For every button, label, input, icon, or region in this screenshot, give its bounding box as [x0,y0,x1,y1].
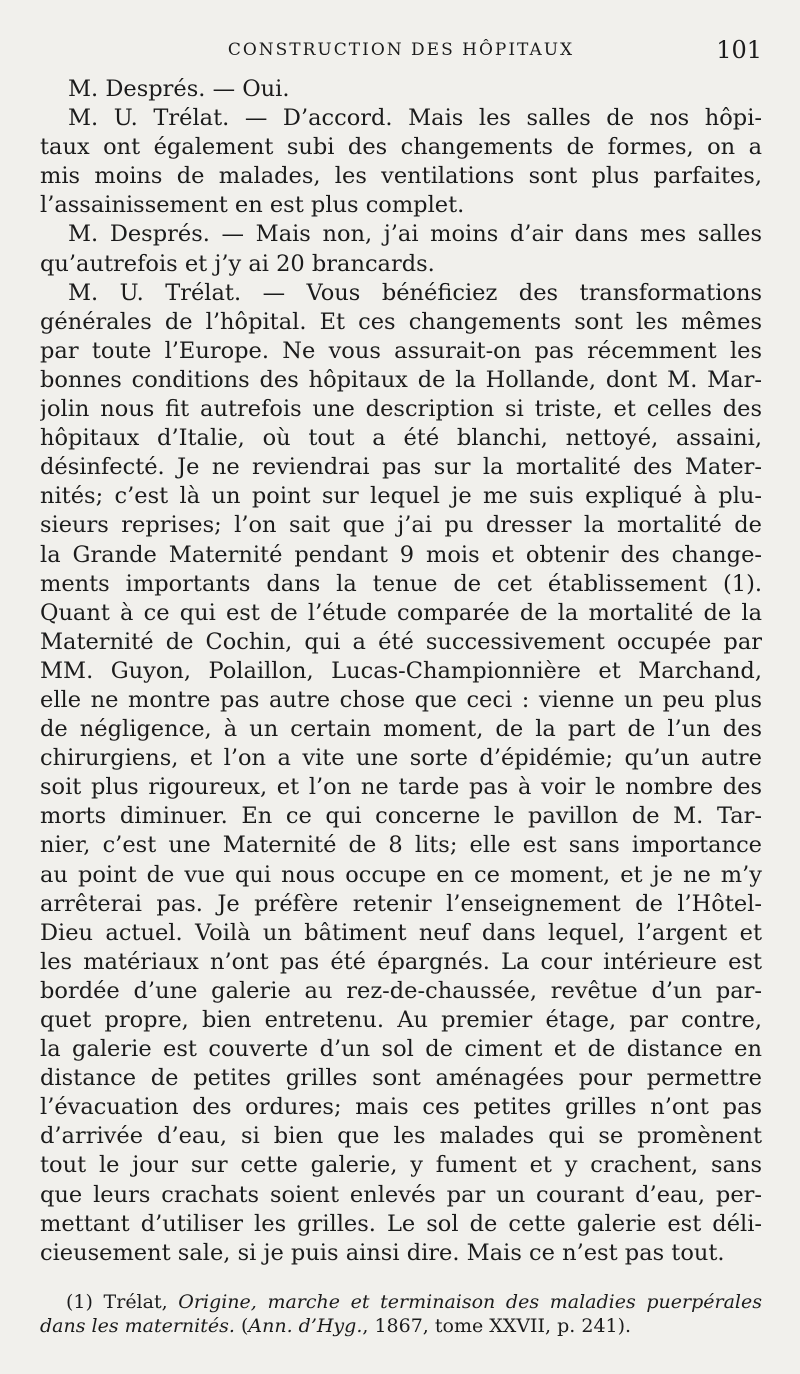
text-line: bonnes conditions des hôpitaux de la Hollande, dont M. Mar- [40,366,762,393]
text-line: morts diminuer. En ce qui concerne le pavillon de M. Tar- [40,803,762,830]
text-line: Dieu actuel. Voilà un bâtiment neuf dans lequel, l’argent et [40,919,762,946]
text-line: nier, c’est une Maternité de 8 lits; elle est sans importance [40,832,762,859]
text-line: la galerie est couverte d’un sol de ciment et de distance en [40,1036,762,1063]
text-line: soit plus rigoureux, et l’on ne tarde pas à voir le nombre des [40,774,762,801]
footnote-title-1: Origine, marche et terminaison des maladies puerpérales [178,1291,762,1313]
footnote-title-2: dans les maternités. [40,1315,235,1337]
body-text [40,75,762,1268]
text-line: de négligence, à un certain moment, de la part de l’un des [40,716,762,743]
text-line: cieusement sale, si je puis ainsi dire. Mais ce n’est pas tout. [40,1239,725,1266]
text-line: la Grande Maternité pendant 9 mois et obtenir des change- [40,541,762,568]
page-number: 101 [716,36,762,64]
text-line: bordée d’une galerie au rez-de-chaussée, revêtue d’un par- [40,977,762,1004]
text-line: mis moins de malades, les ventilations sont plus parfaites, [40,163,762,190]
text-line: l’évacuation des ordures; mais ces petites grilles n’ont pas [40,1094,762,1121]
footnote-journal: Ann. d’Hyg. [248,1315,363,1337]
footnote-ref: , 1867, tome XXVII, p. 241). [362,1315,632,1337]
text-line: jolin nous fit autrefois une description si triste, et celles des [40,396,762,423]
text-line: mettant d’utiliser les grilles. Le sol de cette galerie est déli- [40,1210,762,1237]
text-line: quet propre, bien entretenu. Au premier étage, par contre, [40,1007,762,1033]
text-line: Quant à ce qui est de l’étude comparée de la mortalité de la [40,599,762,626]
footnote-marker: (1) Trélat, [66,1291,168,1313]
text-line: sieurs reprises; l’on sait que j’ai pu dresser la mortalité de [40,512,762,539]
text-line: générales de l’hôpital. Et ces changements sont les mêmes [40,308,762,335]
text-line: l’assainissement en est plus complet. [40,192,465,219]
footnote [40,1290,762,1338]
text-line: distance de petites grilles sont aménagées pour permettre [40,1065,762,1092]
text-line: chirurgiens, et l’on a vite une sorte d’épidémie; qu’un autre [40,745,762,772]
text-line: MM. Guyon, Polaillon, Lucas-Championnière et Marchand, [40,657,762,684]
text-line: arrêterai pas. Je préfère retenir l’enseignement de l’Hôtel- [40,890,762,917]
text-line: Maternité de Cochin, qui a été successivement occupée par [40,628,762,655]
text-line: hôpitaux d’Italie, où tout a été blanchi, nettoyé, assaini, [40,425,762,452]
text-line: les matériaux n’ont pas été épargnés. La cour intérieure est [40,948,762,975]
text-line: tout le jour sur cette galerie, y fument et y crachent, sans [40,1152,762,1179]
text-line: nités; c’est là un point sur lequel je me suis expliqué à plu- [40,483,762,510]
text-line: ments importants dans la tenue de cet établissement (1). [40,570,762,597]
text-line: au point de vue qui nous occupe en ce moment, et je ne m’y [40,861,762,888]
footnote-line-1 [40,1290,762,1314]
text-line: taux ont également subi des changements de formes, on a [40,134,762,161]
text-line: que leurs crachats soient enlevés par un courant d’eau, per- [40,1181,762,1208]
text-line: désinfecté. Je ne reviendrai pas sur la mortalité des Mater- [40,454,762,481]
text-line: elle ne montre pas autre chose que ceci : vienne un peu plus [40,686,762,713]
text-line: M. Després. — Oui. [68,76,290,102]
text-line: d’arrivée d’eau, si bien que les malades qui se promènent [40,1123,762,1150]
text-line: M. U. Trélat. — D’accord. Mais les salles de nos hôpi- [68,105,762,132]
running-title: CONSTRUCTION DES HÔPITAUX [227,40,575,60]
text-line: qu’autrefois et j’y ai 20 brancards. [40,250,435,277]
text-line: M. U. Trélat. — Vous bénéficiez des transformations [68,279,762,306]
running-header [40,36,762,64]
text-line: M. Després. — Mais non, j’ai moins d’air dans mes salles [68,221,762,248]
footnote-paren: ( [240,1315,249,1337]
text-line: par toute l’Europe. Ne vous assurait-on pas récemment les [40,337,762,364]
footnote-line-2 [40,1314,762,1338]
